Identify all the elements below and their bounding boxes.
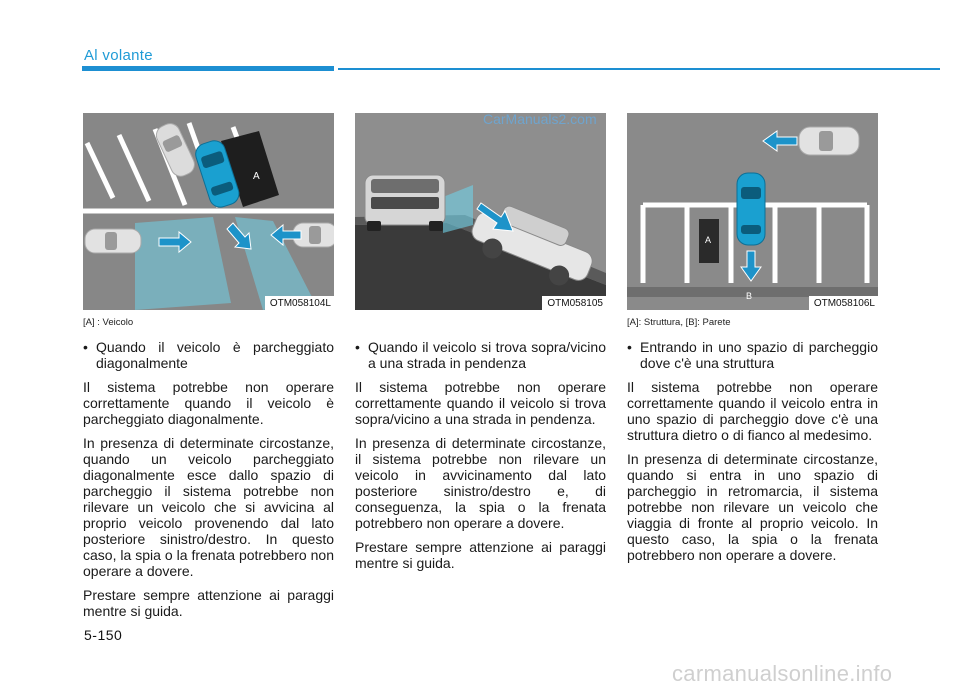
bullet-heading: • Quando il veicolo è parcheggiato diagonalmente: [83, 339, 334, 371]
paragraph: In presenza di determinate circostanze, quando un veicolo parcheggiato diagonalmente esce dallo spazio di parcheggio il sistema potrebbe non rilevare un veicolo che si avvicina al proprio veicolo provenendo dal lato posteriore sinistro/destro. In questo caso, la spia o la frenata potrebbero non operare a dovere.: [83, 435, 334, 579]
label-a: A: [705, 235, 712, 245]
figure-structure-parking: [627, 113, 878, 310]
section-title: Al volante: [84, 47, 153, 64]
structure-parking-illustration: [627, 113, 878, 310]
front-suv: [365, 175, 445, 231]
slope-illustration: [355, 113, 606, 310]
watermark-bottom: carmanualsonline.info: [672, 661, 893, 686]
figure-caption: [A] : Veicolo: [83, 317, 134, 328]
bullet-heading: • Entrando in uno spazio di parcheggio dove c'è una struttura: [627, 339, 878, 371]
paragraph: Prestare sempre attenzione ai paraggi mentre si guida.: [83, 587, 334, 619]
label-a: A: [253, 171, 260, 182]
header-rule-thick: [82, 66, 334, 71]
column-structure-parking: [627, 113, 878, 563]
paragraph: Il sistema potrebbe non operare correttamente quando il veicolo si trova sopra/vicino a una strada in pendenza.: [355, 379, 606, 427]
paragraph: In presenza di determinate circostanze, quando si entra in uno spazio di parcheggio in retromarcia, il sistema potrebbe non rilevare un veicolo che viaggia di fronte al proprio veicolo. In questo caso, la spia o la frenata potrebbero non operare a dovere.: [627, 451, 878, 563]
figure-slope: [355, 113, 606, 310]
column-diagonal-parking: [83, 113, 334, 619]
figure-code: OTM058104L: [265, 296, 334, 310]
figure-caption: [A]: Struttura, [B]: Parete: [627, 317, 731, 328]
own-vehicle: [737, 173, 765, 245]
watermark-top: CarManuals2.com: [483, 111, 597, 127]
figure-diagonal-parking: [83, 113, 334, 310]
bullet-heading: • Quando il veicolo si trova sopra/vicino a una strada in pendenza: [355, 339, 606, 371]
figure-caption: [355, 317, 606, 329]
paragraph: Il sistema potrebbe non operare correttamente quando il veicolo è parcheggiato diagonalmente.: [83, 379, 334, 427]
page-number: 5-150: [84, 627, 123, 643]
diagonal-parking-illustration: [83, 113, 334, 310]
header-rule-thin: [338, 68, 940, 70]
paragraph: In presenza di determinate circostanze, il sistema potrebbe non rilevare un veicolo in avvicinamento dal lato posteriore sinistro/destro e, di conseguenza, la spia o la frenata potrebbero non operare a dovere.: [355, 435, 606, 531]
paragraph: Prestare sempre attenzione ai paraggi mentre si guida.: [355, 539, 606, 571]
paragraph: Il sistema potrebbe non operare correttamente quando il veicolo entra in uno spazio di parcheggio dove c'è una struttura dietro o di fianco al medesimo.: [627, 379, 878, 443]
figure-code: OTM058105: [542, 296, 606, 310]
figure-code: OTM058106L: [809, 296, 878, 310]
label-b: B: [746, 291, 753, 301]
crossing-car: [799, 127, 859, 155]
column-slope: [355, 113, 606, 571]
